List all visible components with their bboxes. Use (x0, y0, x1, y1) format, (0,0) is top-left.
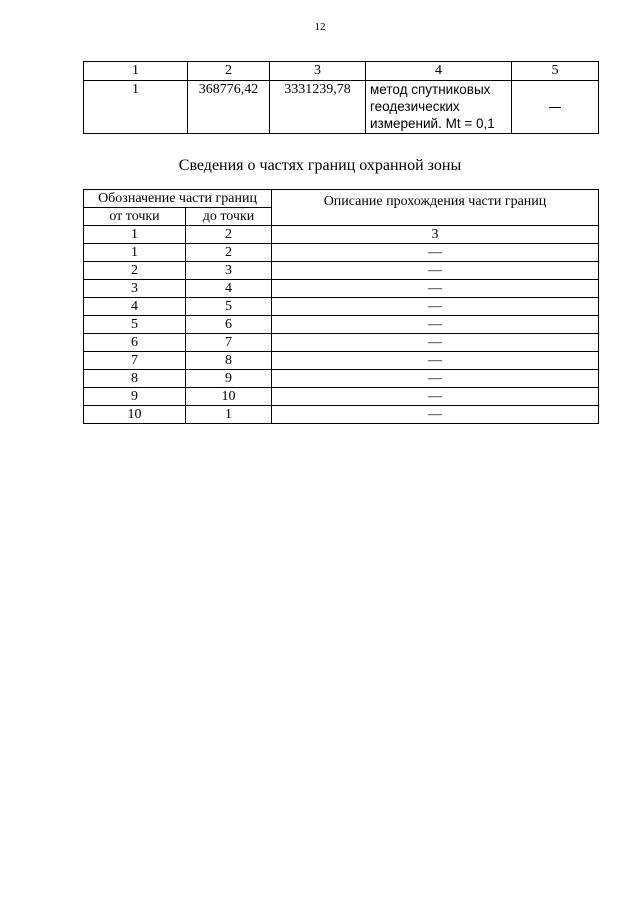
table-row (84, 298, 599, 316)
to-point-cell: 4 (186, 280, 272, 298)
from-point-cell: 3 (84, 280, 186, 298)
from-point-cell: 8 (84, 370, 186, 388)
table-row (84, 81, 599, 134)
column-number-cell: 1 (84, 226, 186, 244)
to-point-cell: 3 (186, 262, 272, 280)
point-number-cell: 1 (84, 81, 188, 134)
description-cell: — (272, 244, 599, 262)
method-cell (366, 81, 512, 134)
y-coordinate-cell: 3331239,78 (270, 81, 366, 134)
column-number-cell: 1 (84, 62, 188, 81)
table-row (84, 316, 599, 334)
note-cell (512, 81, 599, 134)
from-point-cell: 4 (84, 298, 186, 316)
column-number-cell: 3 (270, 62, 366, 81)
coordinates-table (83, 61, 599, 134)
to-point-cell: 9 (186, 370, 272, 388)
column-number-cell: 3 (272, 226, 599, 244)
method-line: геодезических (370, 99, 460, 114)
table-row (84, 244, 599, 262)
description-cell: — (272, 298, 599, 316)
column-number-cell: 4 (366, 62, 512, 81)
from-point-cell: 7 (84, 352, 186, 370)
to-point-cell: 2 (186, 244, 272, 262)
from-point-header: от точки (84, 208, 186, 226)
to-point-cell: 8 (186, 352, 272, 370)
description-cell: — (272, 388, 599, 406)
method-line: метод спутниковых (370, 82, 491, 97)
to-point-cell: 6 (186, 316, 272, 334)
table-row (84, 388, 599, 406)
dash-mark (549, 107, 561, 108)
from-point-cell: 6 (84, 334, 186, 352)
parts-number-row (84, 226, 599, 244)
description-cell: — (272, 262, 599, 280)
table-row (84, 370, 599, 388)
description-cell: — (272, 406, 599, 424)
method-line: измерений. Mt = 0,1 (370, 116, 495, 131)
page-number: 12 (314, 21, 326, 33)
x-coordinate-cell: 368776,42 (188, 81, 270, 134)
table-row (84, 262, 599, 280)
column-number-cell: 2 (188, 62, 270, 81)
designation-header: Обозначение части границ (84, 190, 272, 208)
table-row (84, 280, 599, 298)
description-cell: — (272, 280, 599, 298)
from-point-cell: 5 (84, 316, 186, 334)
table-row (84, 352, 599, 370)
from-point-cell: 2 (84, 262, 186, 280)
to-point-header: до точки (186, 208, 272, 226)
to-point-cell: 7 (186, 334, 272, 352)
description-cell: — (272, 352, 599, 370)
description-cell: — (272, 334, 599, 352)
description-cell: — (272, 370, 599, 388)
to-point-cell: 1 (186, 406, 272, 424)
description-header: Описание прохождения части границ (272, 190, 599, 226)
column-number-cell: 5 (512, 62, 599, 81)
description-cell: — (272, 316, 599, 334)
parts-group-header-row (84, 190, 599, 208)
to-point-cell: 5 (186, 298, 272, 316)
from-point-cell: 10 (84, 406, 186, 424)
coordinates-header-row (84, 62, 599, 81)
table-row (84, 406, 599, 424)
column-number-cell: 2 (186, 226, 272, 244)
to-point-cell: 10 (186, 388, 272, 406)
from-point-cell: 1 (84, 244, 186, 262)
from-point-cell: 9 (84, 388, 186, 406)
boundary-parts-table (83, 189, 599, 424)
parts-table-body (84, 244, 599, 424)
section-title: Сведения о частях границ охранной зоны (178, 157, 462, 174)
table-row (84, 334, 599, 352)
